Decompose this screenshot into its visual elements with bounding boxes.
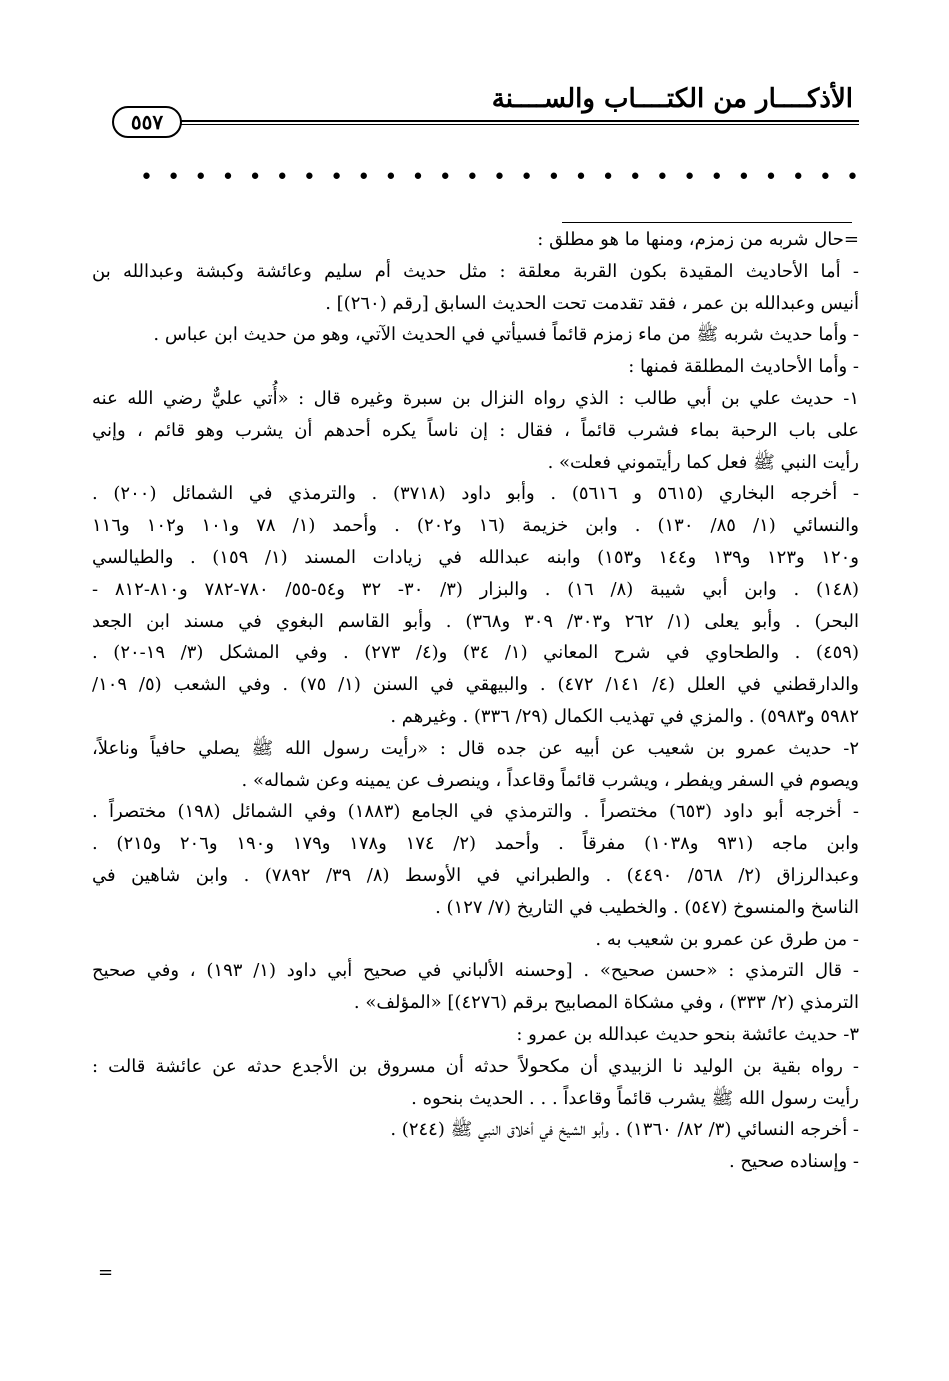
text-line: ٣- حديث عائشة بنحو حديث عبدالله بن عمرو : xyxy=(516,1023,859,1045)
text-line: الناسخ والمنسوخ (٥٤٧) . والخطيب في التاريخ (٧/ ١٢٧) . xyxy=(435,896,859,918)
text-line: - من طرق عن عمرو بن شعيب به . xyxy=(595,928,859,950)
text-line: =حال شربه من زمزم، ومنها ما هو مطلق : xyxy=(537,229,859,250)
text-line: (١٤٨) . وابن أبي شيبة (٨/ ١٦) . والبزار (٣/ ٣٠- ٣٢ و٥٤-٥٥/ ٧٨٠-٧٨٢ و٨١٠-٨١٢ - xyxy=(92,578,860,600)
footnote-rule xyxy=(562,222,852,223)
text-line: (٤٥٩) . والطحاوي في شرح المعاني (١/ ٣٤) و(٤/ ٢٧٣) . وفي المشكل (٣/ ١٩-٢٠) . xyxy=(92,642,859,664)
text-line: و١٢٠ و١٢٣ و١٣٩ و١٤٤ و١٥٣) وابنه عبدالله في زيادات المسند (١/ ١٥٩) . والطيالسي xyxy=(92,546,859,568)
footnote-text xyxy=(92,224,859,1178)
book-title: الأذكــــار من الكتــــاب والســــنة xyxy=(491,84,853,114)
text-line: والدارقطني في العلل (٤/ ١٤١/ ٤٧٢) . والبيهقي في السنن (١/ ٧٥) . وفي الشعب (٥/ ١٠٩/ xyxy=(92,674,859,696)
dots-text: • • • • • • • • • • • • • • • • • • • • • • • • • • • xyxy=(140,165,859,190)
text-line: - وأما حديث شربه ﷺ من ماء زمزم قائماً فسيأتي في الحديث الآتي، وهو من حديث ابن عباس . xyxy=(153,324,859,346)
page-header xyxy=(112,84,859,134)
header-rule xyxy=(172,120,859,122)
text-line: ٥٩٨٢ و٥٩٨٣) . والمزي في تهذيب الكمال (٢٩/ ٣٣٦) . وغيرهم . xyxy=(390,705,859,727)
text-line: على باب الرحبة بماء فشرب قائماً ، فقال : إن ناساً يكره أحدهم أن يشرب وهو قائم ، وإني xyxy=(92,419,859,441)
text-line: رأيت رسول الله ﷺ يشرب قائماً وقاعداً . . . الحديث بنحوه . xyxy=(411,1087,859,1109)
text-line: الترمذي (٢/ ٣٣٣) ، وفي مشكاة المصابيح برقم (٤٢٧٦)] «المؤلف» . xyxy=(353,992,859,1014)
text-line: - وإسناده صحيح . xyxy=(728,1151,859,1173)
text-line: ١- حديث علي بن أبي طالب : الذي رواه النزال بن سبرة وغيره قال : «أُتي عليٌّ رضي الله عنه xyxy=(92,387,859,409)
text-line: - قال الترمذي : «حسن صحيح» . [وحسنه الألباني في صحيح أبي داود (١/ ١٩٣) ، وفي صحيح xyxy=(92,960,859,982)
text-line: - أخرجه أبو داود (٦٥٣) مختصراً . والترمذي في الجامع (١٨٨٣) وفي الشمائل (١٩٨) مختصراً . xyxy=(92,801,860,823)
text-line: وابن ماجه (٩٣١ و١٠٣٨) مفرقاً . وأحمد (٢/ ١٧٤ و١٧٨ و١٧٩ و١٩٠ و٢٠٦ و٢١٥) . xyxy=(92,833,859,855)
text-line: البحر) . وأبو يعلى (١/ ٢٦٢ و٣٠٣/ ٣٠٩ و٣٦٨) . وأبو القاسم البغوي في مسند ابن الجعد xyxy=(92,610,860,632)
dotted-separator xyxy=(140,165,859,190)
text-line: ٢- حديث عمرو بن شعيب عن أبيه عن جده قال : «رأيت رسول الله ﷺ يصلي حافياً وناعلاً، xyxy=(92,737,859,759)
text-line: - وأما الأحاديث المطلقة فمنها : xyxy=(628,356,859,378)
text-line: - أخرجه النسائي (٣/ ٨٢/ ١٣٦٠) . وأبو الشيخ في أخلاق النبي ﷺ (٢٤٤) . xyxy=(390,1119,859,1141)
text-line: والنسائي (١/ ٨٥/ ١٣٠) . وابن خزيمة (١٦ و٢٠٢) . وأحمد (١/ ٧٨ و١٠١ و١٠٢ و١١٦ xyxy=(92,515,859,537)
text-line: ويصوم في السفر ويفطر ، ويشرب قائماً وقاعداً ، وينصرف عن يمينه وعن شماله» . xyxy=(241,769,859,791)
text-line: رأيت النبي ﷺ فعل كما رأيتموني فعلت» . xyxy=(547,451,859,473)
text-line: أنيس وعبدالله بن عمر ، فقد تقدمت تحت الحديث السابق [رقم (٢٦٠)] . xyxy=(325,292,859,314)
text-line: - رواه بقية بن الوليد نا الزبيدي أن مكحولاً حدثه أن مسروق بن الأجدع حدثه عن عائشة قالت : xyxy=(92,1055,859,1077)
text-line: - أما الأحاديث المقيدة بكون القربة معلقة : مثل حديث أم سليم وعائشة وكبشة وعبدالله بن xyxy=(92,260,859,282)
text-line: وعبدالرزاق (٢/ ٥٦٨/ ٤٤٩٠) . والطبراني في الأوسط (٨/ ٣٩/ ٧٨٩٢) . وابن شاهين في xyxy=(92,864,859,886)
text-line: - أخرجه البخاري (٥٦١٥ و ٥٦١٦) . وأبو داود (٣٧١٨) . والترمذي في الشمائل (٢٠٠) . xyxy=(92,483,859,505)
continuation-mark: = xyxy=(98,1262,114,1283)
page-number-badge: ٥٥٧ xyxy=(112,106,182,138)
header-rule-thin xyxy=(172,124,859,125)
